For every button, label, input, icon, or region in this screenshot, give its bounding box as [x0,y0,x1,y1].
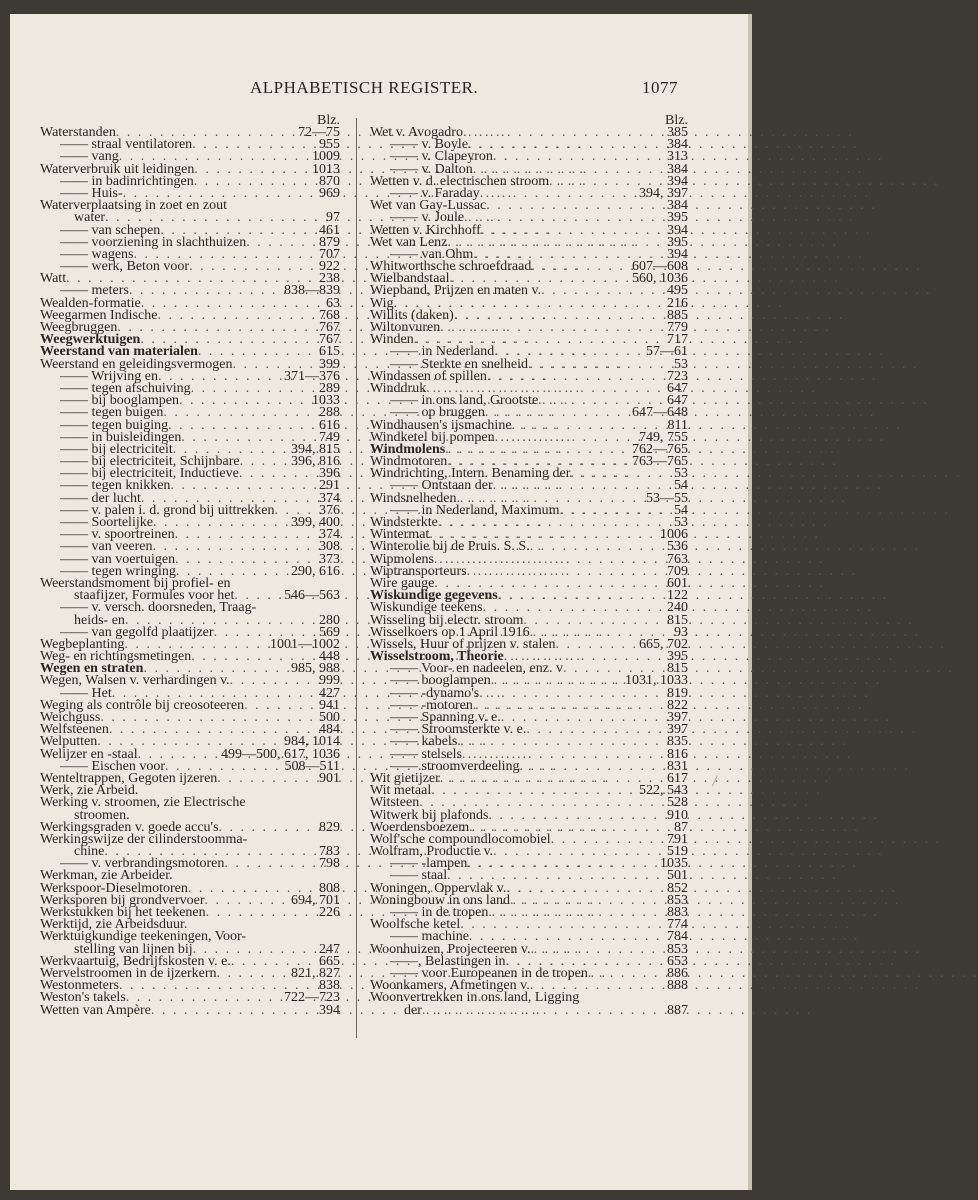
entry-pages: 528 [667,795,688,811]
entry-pages: 385 [667,125,688,140]
entry-term: Wegen, Walsen v. verhardingen v. [40,673,230,689]
entry-pages: 395 [667,234,688,250]
entry-pages: 394 [319,1002,340,1018]
entry-term: Weerstand van materialen [40,344,198,360]
entry-pages: 374 [319,527,340,543]
entry-pages: 384 [667,161,688,177]
book-page [10,14,752,1190]
entry-term: Watt [40,271,67,287]
entry-term: Werkvaartuig, Bedrijfskosten v. e. [40,953,231,969]
entry-pages: 399, 400 [291,515,340,530]
entry-pages: 819 [667,685,688,701]
entry-pages: 853 [667,892,688,908]
entry-term: —— in buisleidingen [60,429,182,445]
entry-term: Welputten [40,734,98,750]
entry-term: —— Stroomsterkte v. e. [390,722,527,738]
entry-term: Windmotoren [370,454,448,470]
entry-term: —— bij electriciteit [60,441,173,457]
entry-pages: 519 [667,844,688,860]
entry-pages: 240 [667,600,688,616]
entry-term: Wielbandstaal [370,271,450,287]
entry-term: Werkingswijze der cilinderstoomma- [40,831,248,847]
entry-pages: 815 [667,612,688,628]
entry-term: Weerstandsmoment bij profiel- en [40,575,231,591]
entry-pages: 941 [319,697,340,713]
entry-term: Weegwerktuigen [40,332,141,348]
entry-term: —— in badinrichtingen [60,173,194,189]
entry-pages: 815 [667,661,688,677]
entry-term: —— kabels [390,734,458,750]
entry-term: Werktijd, zie Arbeidsduur. [40,917,188,933]
entry-pages: 54 [674,478,688,494]
entry-term: ——, Belastingen in [390,953,506,969]
entry-pages: 707 [319,246,340,262]
entry-term: staafijzer, Formules voor het [74,588,235,604]
entry-pages: 879 [319,234,340,250]
entry-pages: 495 [667,283,688,299]
entry-term: —— tegen buiging [60,417,169,433]
running-title: ALPHABETISCH REGISTER. [250,78,479,97]
entry-term: —— tegen wringing [60,563,176,579]
entry-pages: 484 [319,722,340,738]
entry-pages: 560, 1036 [632,271,688,287]
entry-term: Westonmeters [40,978,119,994]
entry-pages: 57—61 [646,344,688,360]
entry-pages: 647 [667,380,688,396]
leader-dots [217,773,319,785]
entry-pages: 93 [674,624,688,640]
entry-term: —— wagens [60,246,134,262]
entry-term: Werking v. stroomen, zie Electrische [40,795,246,811]
entry-term: —— -motoren [390,697,473,713]
entry-term: —— der lucht [60,490,141,506]
entry-pages: 779 [667,320,688,335]
entry-pages: 53 [674,356,688,372]
entry-pages: 500 [319,710,340,725]
entry-term: Windhausen's ijsmachine [370,417,512,433]
entry-pages: 887 [667,1002,688,1018]
entry-pages: 647 [667,393,688,409]
entry-pages: 985, 988 [291,661,340,677]
entry-pages: 901 [319,770,340,786]
entry-pages: 461 [319,222,340,238]
entry-term: —— op bruggen [390,405,485,421]
entry-term: Winden [370,332,414,348]
entry-term: Wervelstroomen in de ijzerkern [40,965,217,981]
entry-pages: 53 [674,466,688,482]
entry-term: Werk, zie Arbeid. [40,783,139,799]
entry-pages: 617 [667,770,688,786]
entry-term: —— v. versch. doorsneden, Traag- [60,600,257,616]
entry-term: —— Ontstaan der [390,478,493,494]
entry-term: Welfsteenen [40,722,109,738]
entry-term: —— vang [60,149,119,165]
entry-pages: 288 [319,405,340,421]
entry-pages: 371—376 [284,368,340,384]
leader-dots [206,907,319,919]
entry-term: —— van veeren [60,539,153,555]
entry-term: Weging als contrôle bij creosoteeren [40,697,245,713]
entry-pages: 665, 702 [639,636,688,652]
entry-pages: 852 [667,880,688,896]
entry-pages: 397 [667,710,688,725]
entry-term: Wintermat [370,527,430,543]
entry-pages: 313 [667,149,688,165]
entry-pages: 808 [319,880,340,896]
entry-pages: 768 [319,307,340,323]
entry-pages: 53 [674,515,688,530]
entry-pages: 607—608 [632,259,688,275]
entry-pages: 499—500, 617, 1036 [221,746,340,762]
index-column-right [370,115,688,1017]
entry-term: Wiskundige gegevens [370,588,498,604]
entry-term: —— Voor- en nadeelen, enz. v [390,661,563,677]
entry-term: chine [74,844,105,860]
entry-term: —— in ons land, Grootste [390,393,539,409]
entry-pages: 308 [319,539,340,555]
entry-term: —— Wrijving en [60,368,158,384]
entry-term: Woonhuizen, Projecteeren v. [370,941,531,957]
entry-pages: 774 [667,917,688,933]
entry-term: —— in Nederland, Maximum [390,502,560,518]
entry-term: Waterstanden [40,125,116,140]
entry-pages: 615 [319,344,340,360]
entry-term: Witsteen [370,795,420,811]
entry-term: Willits (daken) [370,307,454,323]
entry-term: Wolfram, Productie v. [370,844,494,860]
entry-pages: 394, 815 [291,441,340,457]
entry-term: —— v. Clapeyron [390,149,493,165]
entry-pages: 72—75 [298,125,340,140]
entry-term: —— werk, Beton voor [60,259,190,275]
entry-term: —— v. Faraday [390,185,480,201]
entry-pages: 853 [667,941,688,957]
entry-pages: 569 [319,624,340,640]
entry-term: Wisselstroom, Theorie [370,649,504,665]
entry-term: —— voor Europeanen in de tropen [390,965,588,981]
entry-pages: 922 [319,259,340,275]
entry-term: stelling van lijnen bij [74,941,193,957]
entry-term: —— staal [390,868,448,884]
entry-pages: 63 [326,295,340,311]
entry-term: Wiepband, Prijzen en maten v. [370,283,542,299]
entry-pages: 791 [667,831,688,847]
entry-pages: 122 [667,588,688,604]
blz-heading: Blz. [665,113,688,128]
entry-pages: 821, 827 [291,965,340,981]
entry-pages: 397 [667,722,688,738]
entry-term: —— v. verbrandingsmotoren [60,856,225,872]
entry-term: —— meters [60,283,129,299]
entry-term: —— v. spoortreinen [60,527,175,543]
entry-term: Weerstand en geleidingsvermogen [40,356,233,372]
entry-pages: 601 [667,575,688,591]
entry-pages: 427 [319,685,340,701]
entry-term: Weg- en richtingsmetingen [40,649,192,665]
entry-pages: 216 [667,295,688,311]
entry-pages: 838—839 [284,283,340,299]
entry-pages: 722—723 [284,990,340,1006]
entry-term: —— v. Joule [390,210,465,226]
entry-pages: 546—563 [284,588,340,604]
entry-pages: 616 [319,417,340,433]
entry-term: Wealden-formatie [40,295,141,311]
entry-pages: 870 [319,173,340,189]
entry-pages: 767 [319,320,340,335]
entry-pages: 374 [319,490,340,506]
entry-pages: 53—55 [646,490,688,506]
entry-pages: 376 [319,502,340,518]
leader-dots [422,1005,667,1017]
entry-pages: 97 [326,210,340,226]
entry-term: Windsterkte [370,515,438,530]
entry-term: stroomen. [74,807,130,823]
entry-term: Woolfsche ketel [370,917,461,933]
entry-pages: 1006 [660,527,688,543]
entry-term: —— tegen knikken [60,478,171,494]
entry-term: —— stelsels [390,746,462,762]
entry-term: Woonkamers, Afmetingen v. [370,978,530,994]
entry-term: Woningbouw in ons land [370,892,511,908]
entry-pages: 831 [667,758,688,774]
entry-term: heids- en [74,612,125,628]
entry-pages: 1035 [660,856,688,872]
entry-pages: 280 [319,612,340,628]
entry-term: Werkstukken bij het teekenen [40,905,206,920]
entry-pages: 384 [667,137,688,153]
entry-term: Weegbruggen [40,320,118,335]
entry-term: —— van gegolfd plaatijzer [60,624,214,640]
entry-term: —— van Ohm [390,246,474,262]
entry-term: Wetten van Ampère [40,1002,151,1018]
entry-term: —— Huis- [60,185,123,201]
entry-term: Wisselkoers op 1 April 1916 [370,624,530,640]
entry-term: Windmolens [370,441,446,457]
entry-term: Wet v. Avogadro [370,125,463,140]
entry-term: Wire gauge [370,575,435,591]
entry-pages: 885 [667,307,688,323]
entry-pages: 910 [667,807,688,823]
entry-pages: 395 [667,649,688,665]
column-divider [356,118,357,1038]
entry-pages: 749 [319,429,340,445]
entry-pages: 969 [319,185,340,201]
entry-term: Wenteltrappen, Gegoten ijzeren [40,770,218,786]
entry-pages: 763—765 [632,454,688,470]
entry-pages: 238 [319,271,340,287]
entry-pages: 829 [319,819,340,835]
entry-term: der [404,1002,422,1018]
entry-term: —— van schepen [60,222,161,238]
entry-term: —— bij electriciteit, Schijnbare [60,454,240,470]
entry-pages: 653 [667,953,688,969]
entry-term: —— Sterkte en snelheid [390,356,529,372]
entry-term: Waterverplaatsing in zoet en zout [40,198,228,214]
entry-pages: 291 [319,478,340,494]
entry-pages: 394 [667,246,688,262]
entry-term: —— -dynamo's [390,685,480,701]
entry-term: —— booglampen [390,673,491,689]
entry-pages: 749, 755 [639,429,688,445]
index-entry [370,1002,688,1018]
entry-term: —— bij booglampen [60,393,179,409]
entry-term: Werkspoor-Dieselmotoren [40,880,188,896]
entry-term: —— v. palen i. d. grond bij uittrekken [60,502,275,518]
entry-pages: 87 [674,819,688,835]
entry-term: Weston's takels [40,990,126,1006]
entry-term: —— voorziening in slachthuizen [60,234,247,250]
entry-term: —— Eischen voor [60,758,165,774]
entry-pages: 723 [667,368,688,384]
entry-term: Windassen of spillen [370,368,487,384]
entry-term: Wetten v. Kirchhoff [370,222,481,238]
entry-pages: 762—765 [632,441,688,457]
entry-term: Wig [370,295,394,311]
entry-pages: 226 [319,905,340,920]
entry-pages: 373 [319,551,340,567]
entry-term: Weichguss [40,710,101,725]
entry-pages: 767 [319,332,340,348]
entry-pages: 665 [319,953,340,969]
leader-dots [224,858,319,870]
index-column-left [40,115,340,1017]
entry-pages: 290, 616 [291,563,340,579]
entry-pages: 783 [319,844,340,860]
entry-term: —— Het [60,685,112,701]
entry-term: Woningen, Oppervlak v. [370,880,507,896]
entry-pages: 1001—1002 [270,636,340,652]
entry-term: Wiltonvuren [370,320,441,335]
entry-pages: 396 [319,466,340,482]
entry-term: Witwerk bij plafonds [370,807,489,823]
entry-term: Woonvertrekken in ons land, Ligging [370,990,580,1006]
entry-term: Windketel bij pompen [370,429,495,445]
entry-pages: 835 [667,734,688,750]
entry-term: Werkingsgraden v. goede accu's [40,819,219,835]
entry-pages: 838 [319,978,340,994]
entry-pages: 763 [667,551,688,567]
entry-term: Winddruk [370,380,427,396]
entry-term: Winterolie bij de Pruis. S. S. [370,539,530,555]
entry-term: Wegbeplanting [40,636,125,652]
entry-term: Wisseling bij electr. stroom [370,612,524,628]
entry-term: Wet van Gay-Lussac [370,198,487,214]
entry-pages: 647—648 [632,405,688,421]
entry-term: —— tegen afschuiving [60,380,191,396]
entry-term: Wet van Lenz [370,234,448,250]
entry-term: Werkman, zie Arbeider. [40,868,173,884]
entry-pages: 984, 1014 [284,734,340,750]
page-number: 1077 [642,78,678,97]
entry-term: —— -lampen [390,856,468,872]
entry-pages: 999 [319,673,340,689]
entry-pages: 798 [319,856,340,872]
entry-pages: 709 [667,563,688,579]
entry-term: Wipmolens [370,551,434,567]
entry-pages: 536 [667,539,688,555]
entry-pages: 247 [319,941,340,957]
entry-term: —— bij electriciteit, Inductieve [60,466,239,482]
entry-pages: 1031, 1033 [625,673,688,689]
entry-pages: 888 [667,978,688,994]
entry-term: Wegen en straten [40,661,144,677]
entry-term: —— v. Boyle [390,137,469,153]
leader-dots [151,1005,319,1017]
entry-term: water [74,210,106,226]
entry-pages: 384 [667,198,688,214]
entry-term: Welijzer en -staal [40,746,138,762]
entry-pages: 816 [667,746,688,762]
entry-term: Wissels, Huur of prijzen v. stalen [370,636,556,652]
entry-term: Wolf'sche compoundlocomobiel [370,831,551,847]
entry-pages: 1013 [312,161,340,177]
entry-term: —— v. Dalton [390,161,473,177]
entry-term: Wetten v. d. electrischen stroom [370,173,550,189]
entry-term: —— tegen buigen [60,405,164,421]
entry-pages: 508—511 [284,758,340,774]
entry-pages: 1033 [312,393,340,409]
entry-pages: 396, 816 [291,454,340,470]
entry-term: Wiptransporteurs [370,563,467,579]
entry-pages: 784 [667,929,688,945]
entry-pages: 822 [667,697,688,713]
entry-pages: 717 [667,332,688,348]
entry-pages: 395 [667,210,688,226]
entry-term: Weegarmen Indische [40,307,158,323]
entry-term: Wit metaal [370,783,432,799]
entry-term: —— in de tropen [390,905,489,920]
entry-pages: 54 [674,502,688,518]
entry-term: Windrichting, Intern. Benaming der [370,466,571,482]
entry-term: —— van voertuigen [60,551,176,567]
entry-pages: 886 [667,965,688,981]
entry-term: —— straal ventilatoren [60,137,193,153]
entry-term: Woerdensboezem [370,819,470,835]
entry-term: Werktuigkundige teekeningen, Voor- [40,929,247,945]
entry-term: —— stroomverdeeling [390,758,520,774]
entry-pages: 448 [319,649,340,665]
entry-pages: 955 [319,137,340,153]
entry-pages: 811 [667,417,688,433]
entry-pages: 394 [667,222,688,238]
entry-term: Werksporen bij grondvervoer [40,892,205,908]
entry-term: —— Soortelijke [60,515,153,530]
entry-term: Wit gietijzer [370,770,440,786]
entry-pages: 394, 397 [639,185,688,201]
entry-term: Windsnelheden [370,490,457,506]
entry-pages: 522, 543 [639,783,688,799]
entry-term: —— Spanning v. e. [390,710,501,725]
entry-pages: 289 [319,380,340,396]
entry-pages: 394 [667,173,688,189]
blz-heading: Blz. [317,113,340,128]
entry-term: Whitworthsche schroefdraad [370,259,532,275]
entry-pages: 501 [667,868,688,884]
entry-pages: 399 [319,356,340,372]
entry-term: —— in Nederland [390,344,495,360]
entry-pages: 694, 701 [291,892,340,908]
entry-pages: 1009 [312,149,340,165]
entry-term: Wiskundige teekens [370,600,483,616]
index-entry [40,1002,340,1018]
entry-term: Waterverbruik uit leidingen [40,161,195,177]
entry-pages: 883 [667,905,688,920]
entry-term: —— machine [390,929,469,945]
